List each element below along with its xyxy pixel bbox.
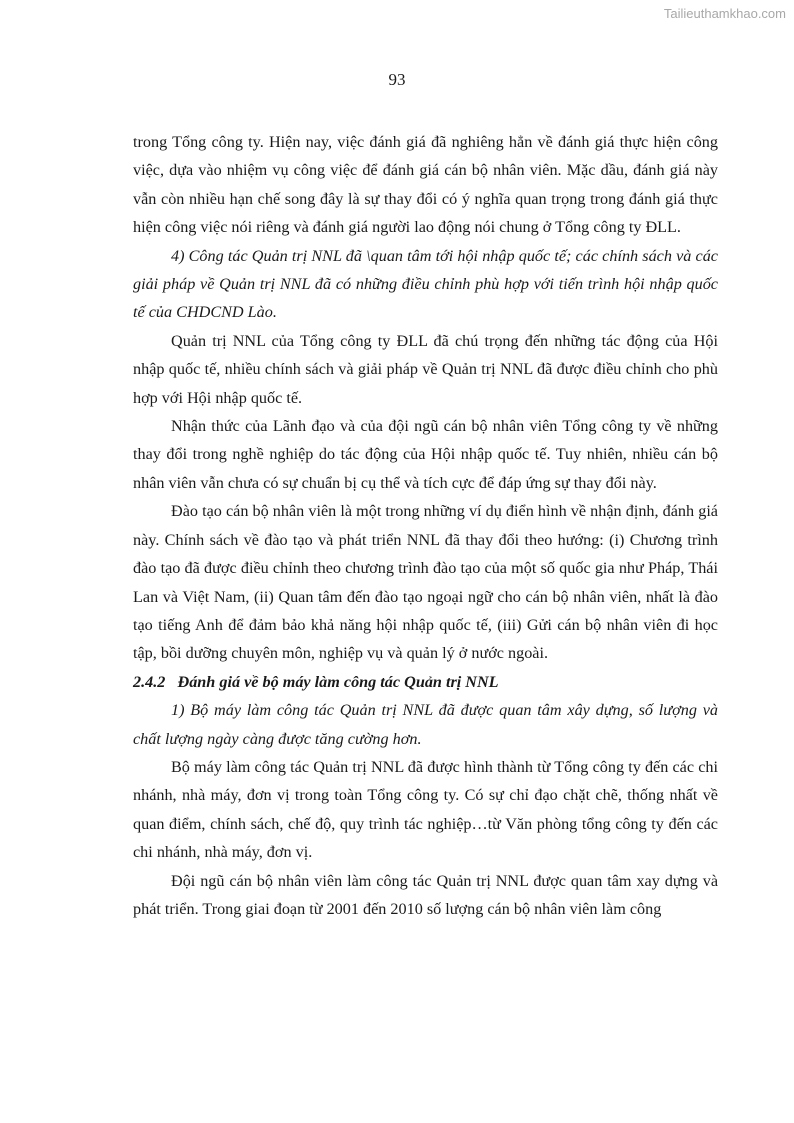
section-heading-2-4-2: 2.4.2 Đánh giá về bộ máy làm công tác Quản trị NNL — [133, 672, 499, 691]
page-number: 93 — [388, 70, 406, 89]
paragraph-1: trong Tổng công ty. Hiện nay, việc đánh giá đã nghiêng hẳn về đánh giá thực hiện công việc, dựa vào nhiệm vụ công việc để đánh giá cán bộ nhân viên. Mặc dầu, đánh giá này vẫn còn nhiều hạn chế song đây là sự thay đổi có ý nghĩa quan trọng trong đánh giá thực hiện công việc nói riêng và đánh giá người lao động nói chung ở Tổng công ty ĐLL. — [133, 133, 718, 237]
paragraph-9: Đội ngũ cán bộ nhân viên làm công tác Quản trị NNL được quan tâm xay dựng và phát triển. Trong giai đoạn từ 2001 đến 2010 số lượng cán bộ nhân viên làm công — [133, 871, 718, 918]
document-body — [133, 128, 718, 923]
paragraph-8: Bộ máy làm công tác Quản trị NNL đã được hình thành từ Tổng công ty đến các chi nhánh, nhà máy, đơn vị trong toàn Tổng công ty. Có sự chỉ đạo chặt chẽ, thống nhất về quan điểm, chính sách, chế độ, quy trình tác nghiệp…từ Văn phòng tổng công ty đến các chi nhánh, nhà máy, đơn vị. — [133, 757, 718, 862]
paragraph-4: Nhận thức của Lãnh đạo và của đội ngũ cán bộ nhân viên Tổng công ty về những thay đổi trong nghề nghiệp do tác động của Hội nhập quốc tế. Tuy nhiên, nhiều cán bộ nhân viên vẫn chưa có sự chuẩn bị cụ thể và tích cực để đáp ứng sự thay đổi này. — [133, 417, 718, 492]
watermark-text: Tailieuthamkhao.com — [663, 6, 786, 21]
paragraph-5: Đào tạo cán bộ nhân viên là một trong những ví dụ điển hình về nhận định, đánh giá này. Chính sách về đào tạo và phát triển NNL đã thay đổi theo hướng: (i) Chương trình đào tạo đã được điều chỉnh theo chương trình đào tạo của một số quốc gia như Pháp, Thái Lan và Việt Nam, (ii) Quan tâm đến đào tạo ngoại ngữ cho cán bộ nhân viên, nhất là đào tạo tiếng Anh để đảm bảo khả năng hội nhập quốc tế, (iii) Gửi cán bộ nhân viên đi học tập, bồi dưỡng chuyên môn, nghiệp vụ và quản lý ở nước ngoài. — [133, 502, 718, 663]
paragraph-italic-point-1: 1) Bộ máy làm công tác Quản trị NNL đã được quan tâm xây dựng, số lượng và chất lượng ngày càng được tăng cường hơn. — [133, 701, 718, 748]
paragraph-3: Quản trị NNL của Tổng công ty ĐLL đã chú trọng đến những tác động của Hội nhập quốc tế, nhiều chính sách và giải pháp về Quản trị NNL đã được điều chỉnh cho phù hợp với Hội nhập quốc tế. — [133, 331, 718, 407]
paragraph-italic-point-4: 4) Công tác Quản trị NNL đã \quan tâm tới hội nhập quốc tế; các chính sách và các giải pháp về Quản trị NNL đã có những điều chỉnh phù hợp với tiến trình hội nhập quốc tế của CHDCND Lào. — [133, 246, 718, 322]
